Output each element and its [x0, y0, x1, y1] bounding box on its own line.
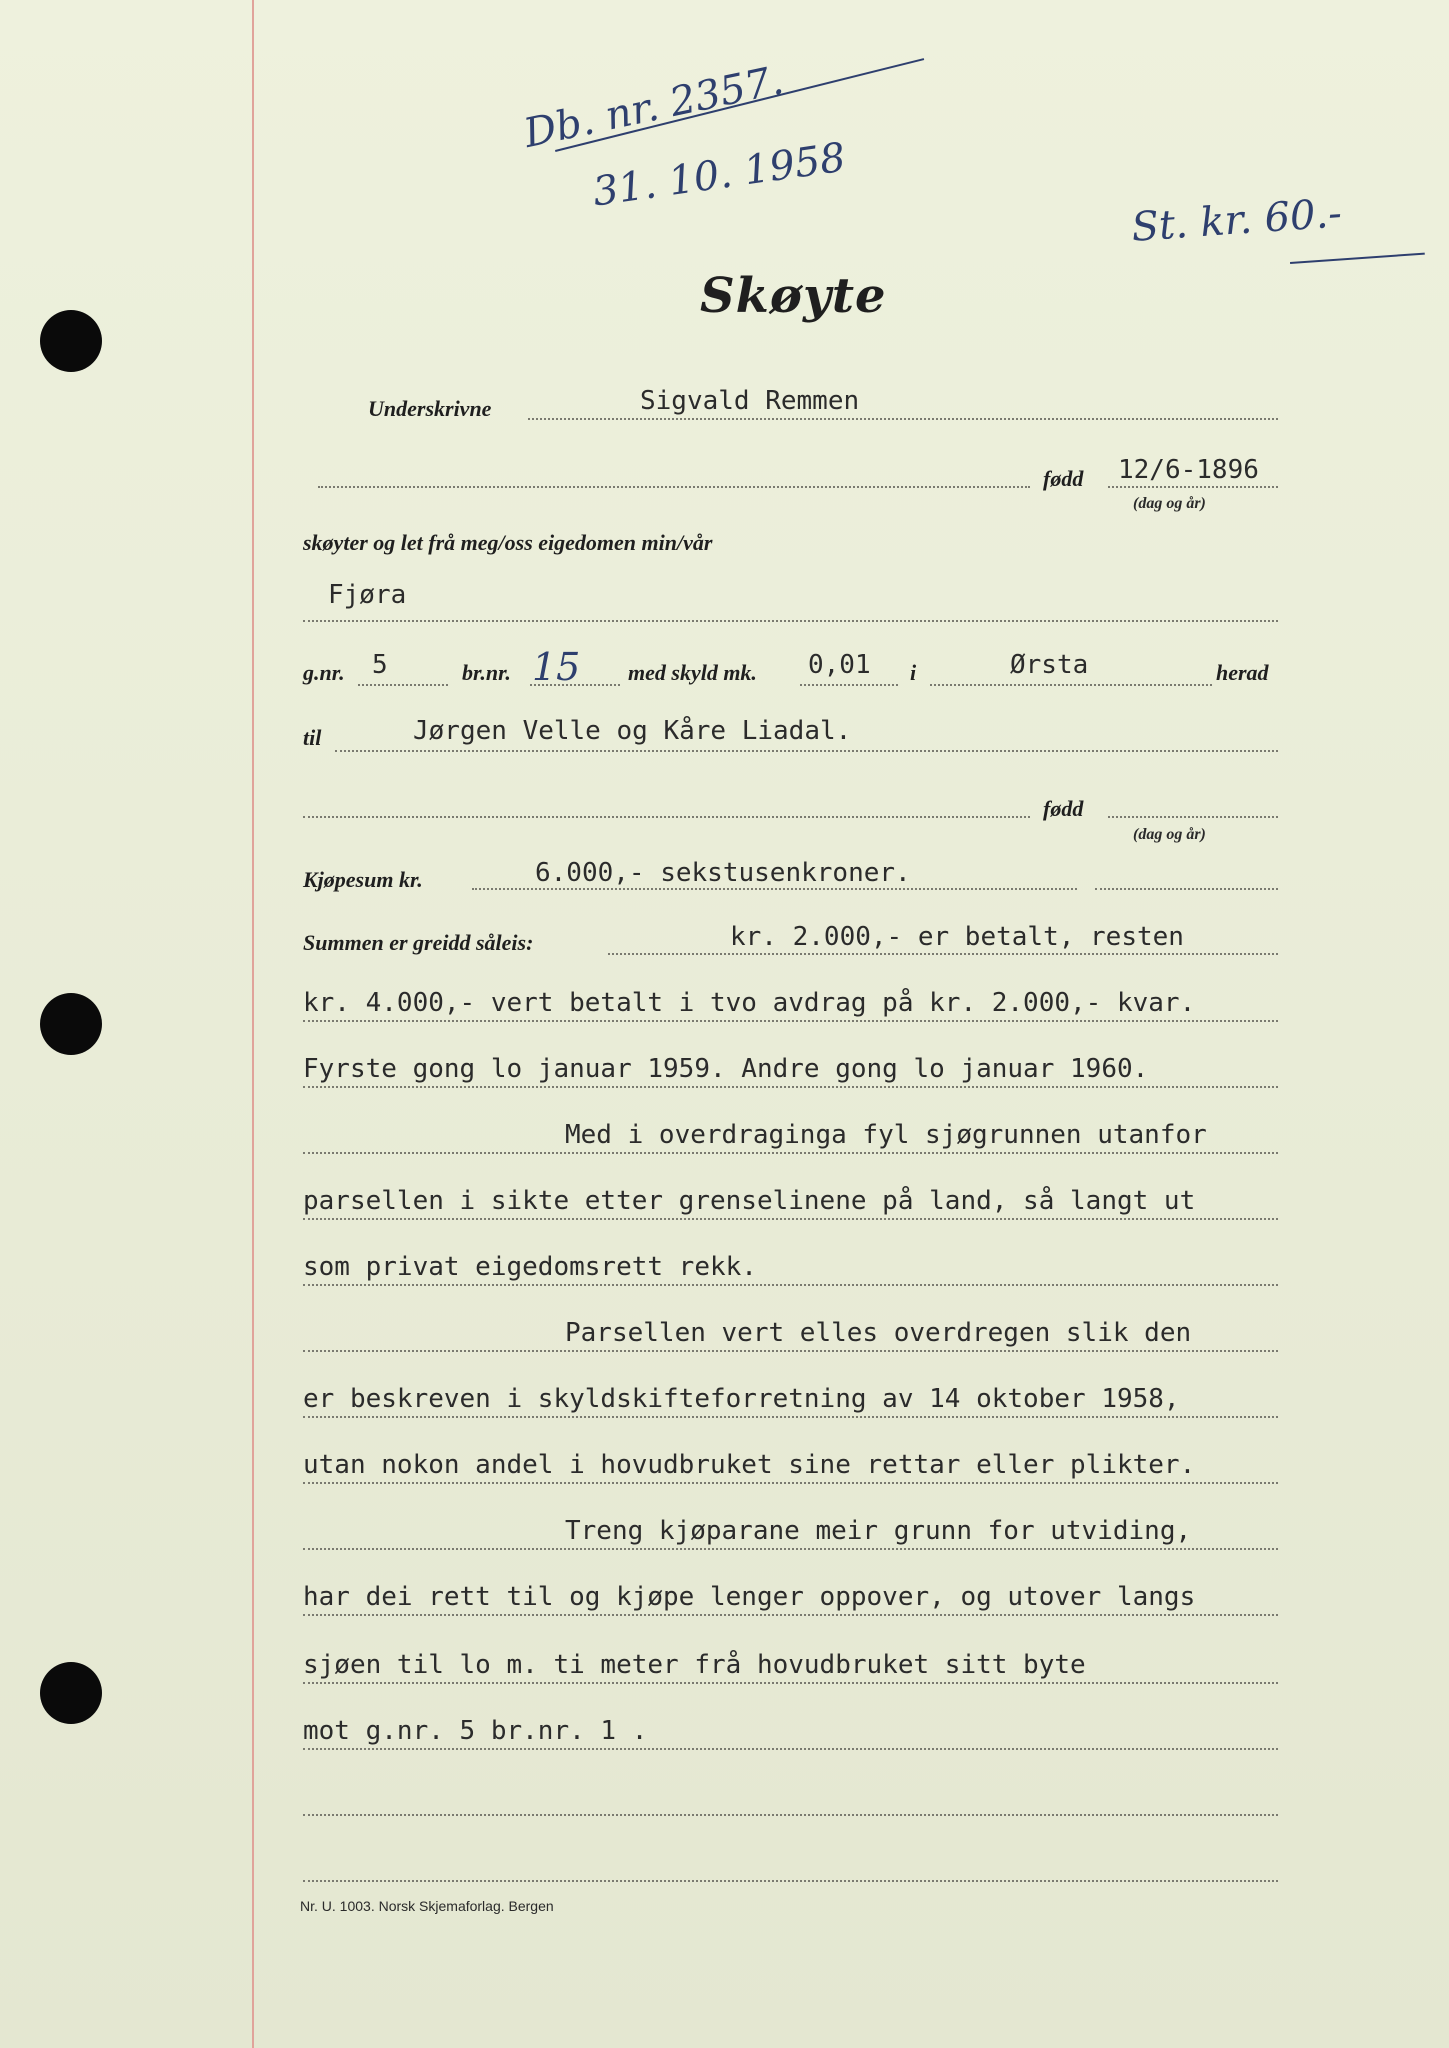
skyld-label: med skyld mk. — [628, 660, 757, 685]
summen-value: kr. 2.000,- er betalt, resten — [730, 922, 1184, 952]
body-rule-7 — [303, 1416, 1278, 1418]
til-line — [335, 750, 1278, 752]
margin-line — [252, 0, 254, 2048]
body-line-1: kr. 4.000,- vert betalt i tvo avdrag på kr. 2.000,- kvar. — [303, 988, 1196, 1018]
body-rule-2 — [303, 1086, 1278, 1088]
underskrivne-line — [528, 418, 1278, 420]
kjopesum-line-2 — [1095, 888, 1278, 890]
gnr-label: g.nr. — [303, 660, 345, 685]
body-rule-9 — [303, 1548, 1278, 1550]
body-line-9: Treng kjøparane meir grunn for utviding, — [565, 1516, 1192, 1546]
i-label: i — [910, 660, 917, 685]
body-line-11: sjøen til lo m. ti meter frå hovudbruket sitt byte — [303, 1650, 1086, 1680]
fodd-value: 12/6-1896 — [1118, 455, 1259, 485]
gnr-value: 5 — [372, 650, 388, 680]
eigedom-line — [303, 620, 1278, 622]
herad-label: herad — [1216, 660, 1269, 685]
handwritten-doc-date: 31. 10. 1958 — [590, 134, 849, 216]
body-rule-3 — [303, 1152, 1278, 1154]
brnr-value: 15 — [532, 645, 581, 689]
fodd-line — [1108, 486, 1278, 488]
brnr-label: br.nr. — [462, 660, 511, 685]
body-line-6: Parsellen vert elles overdregen slik den — [565, 1318, 1192, 1348]
body-rule-11 — [303, 1682, 1278, 1684]
herad-value: Ørsta — [1010, 650, 1089, 680]
body-line-10: har dei rett til og kjøpe lenger oppover, og utover langs — [303, 1582, 1196, 1612]
fodd-label: fødd — [1043, 466, 1084, 491]
fee-underline — [1290, 253, 1425, 264]
body-rule-8 — [303, 1482, 1278, 1484]
underskrivne-value: Sigvald Remmen — [640, 386, 860, 416]
gnr-line — [358, 684, 448, 686]
body-line-7: er beskreven i skyldskifteforretning av 14 oktober 1958, — [303, 1384, 1180, 1414]
fodd2-line-left — [303, 816, 1030, 818]
herad-line — [930, 684, 1212, 686]
punch-hole-top — [40, 310, 102, 372]
document-title: Skøyte — [700, 268, 887, 324]
kjopesum-line — [472, 888, 1077, 890]
skoyter-text: skøyter og let frå meg/oss eigedomen min/vår — [303, 530, 713, 555]
body-line-4: parsellen i sikte etter grenselinene på land, så langt ut — [303, 1186, 1196, 1216]
fodd2-label: fødd — [1043, 796, 1084, 821]
body-line-2: Fyrste gong lo januar 1959. Andre gong lo januar 1960. — [303, 1054, 1149, 1084]
til-value: Jørgen Velle og Kåre Liadal. — [413, 716, 852, 746]
body-line-3: Med i overdraginga fyl sjøgrunnen utanfor — [565, 1120, 1207, 1150]
body-rule-14 — [303, 1880, 1278, 1882]
summen-label: Summen er greidd såleis: — [303, 930, 534, 955]
skyld-line — [800, 684, 898, 686]
dag-og-ar-label: (dag og år) — [1133, 495, 1206, 512]
body-line-8: utan nokon andel i hovudbruket sine rettar eller plikter. — [303, 1450, 1196, 1480]
punch-hole-bottom — [40, 1662, 102, 1724]
handwritten-doc-number: Db. nr. 2357. — [520, 57, 788, 157]
summen-line — [608, 953, 1278, 955]
body-rule-10 — [303, 1614, 1278, 1616]
dag-og-ar2-label: (dag og år) — [1133, 826, 1206, 843]
kjopesum-label: Kjøpesum kr. — [303, 867, 423, 892]
skyld-value: 0,01 — [808, 650, 871, 680]
form-footer: Nr. U. 1003. Norsk Skjemaforlag. Bergen — [300, 1898, 554, 1914]
body-rule-5 — [303, 1284, 1278, 1286]
til-label: til — [303, 725, 322, 750]
body-rule-4 — [303, 1218, 1278, 1220]
body-rule-6 — [303, 1350, 1278, 1352]
eigedom-value: Fjøra — [328, 580, 407, 610]
underskrivne-label: Underskrivne — [368, 396, 492, 421]
body-line-5: som privat eigedomsrett rekk. — [303, 1252, 757, 1282]
handwritten-fee: St. kr. 60.- — [1130, 190, 1344, 251]
body-line-12: mot g.nr. 5 br.nr. 1 . — [303, 1716, 648, 1746]
body-rule-13 — [303, 1814, 1278, 1816]
body-rule-12 — [303, 1748, 1278, 1750]
kjopesum-value: 6.000,- sekstusenkroner. — [535, 858, 911, 888]
punch-hole-middle — [40, 993, 102, 1055]
fodd-line-left — [318, 486, 1030, 488]
fodd2-line — [1108, 816, 1278, 818]
body-rule-1 — [303, 1020, 1278, 1022]
